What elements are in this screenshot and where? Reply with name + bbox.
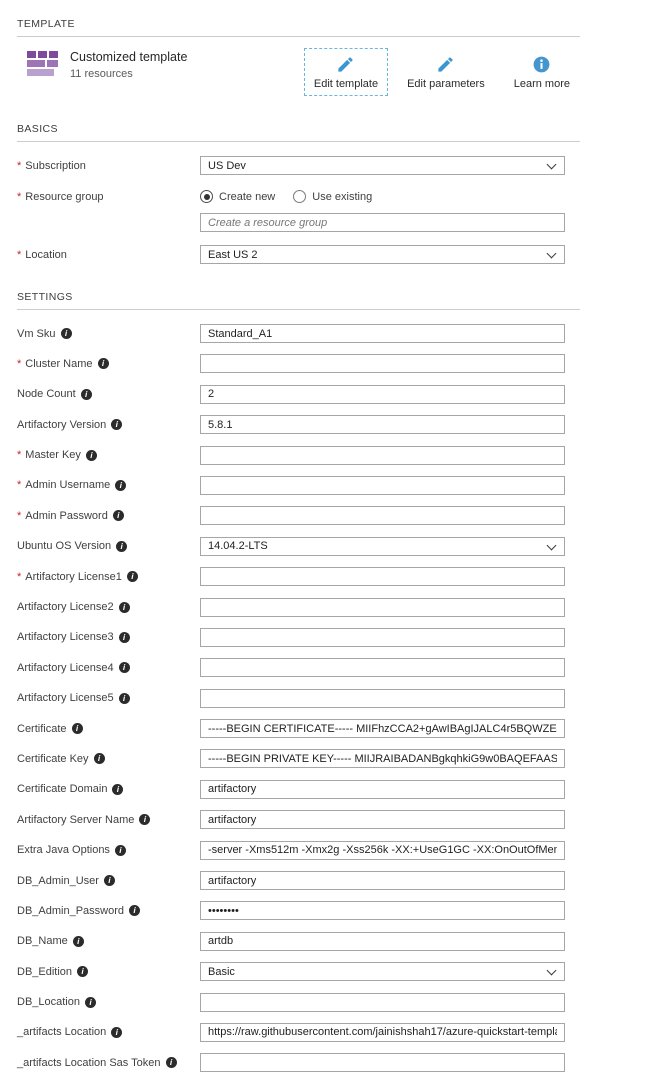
field-label-text: DB_Admin_Password	[17, 904, 124, 917]
field-text-input[interactable]	[200, 780, 565, 799]
field-select-value: 14.04.2-LTS	[208, 540, 268, 553]
settings-field-row	[17, 993, 580, 1012]
field-text-input[interactable]	[200, 1053, 565, 1072]
settings-field-row	[17, 658, 580, 677]
field-text-input[interactable]	[200, 871, 565, 890]
field-label-text: DB_Edition	[17, 965, 73, 978]
settings-field-row	[17, 932, 580, 951]
resource-group-radios	[200, 189, 565, 204]
field-label-text: _artifacts Location Sas Token	[17, 1056, 161, 1069]
field-label-text: _artifacts Location	[17, 1026, 107, 1039]
field-label-text: Admin Password	[25, 509, 108, 522]
field-text-input[interactable]	[200, 901, 565, 920]
field-label-text: Artifactory Version	[17, 418, 107, 431]
field-label	[17, 1026, 200, 1038]
edit-parameters-label: Edit parameters	[407, 78, 485, 90]
template-resource-count: 11 resources	[70, 68, 133, 80]
field-label-text: Artifactory License4	[17, 661, 114, 674]
settings-field-row	[17, 841, 580, 860]
field-text-input[interactable]	[200, 841, 565, 860]
learn-more-label: Learn more	[513, 78, 570, 90]
field-label	[17, 905, 200, 917]
required-asterisk: *	[17, 357, 22, 370]
settings-field-row	[17, 476, 580, 495]
settings-field-row	[17, 598, 580, 617]
template-card	[17, 48, 580, 96]
field-text-input[interactable]	[200, 658, 565, 677]
settings-section-header: SETTINGS	[17, 291, 73, 303]
field-label	[17, 844, 200, 856]
field-label-text: Extra Java Options	[17, 844, 110, 857]
field-label	[17, 540, 200, 552]
edit-parameters-button[interactable]	[397, 48, 495, 96]
field-label-text: Artifactory License2	[17, 601, 114, 614]
info-icon[interactable]: i	[129, 905, 140, 916]
field-text-input[interactable]	[200, 932, 565, 951]
info-icon[interactable]: i	[119, 662, 130, 673]
info-icon[interactable]: i	[94, 753, 105, 764]
required-asterisk: *	[17, 191, 22, 203]
subscription-row	[17, 156, 580, 175]
field-label	[17, 783, 200, 795]
field-label	[17, 692, 200, 704]
edit-template-button[interactable]	[304, 48, 388, 96]
field-text-input[interactable]	[200, 1023, 565, 1042]
section-divider	[17, 141, 580, 142]
field-label	[17, 631, 200, 643]
required-asterisk: *	[17, 248, 22, 261]
required-asterisk: *	[17, 570, 22, 583]
template-info	[70, 48, 187, 80]
field-text-input[interactable]	[200, 810, 565, 829]
field-label-text: Vm Sku	[17, 327, 56, 340]
required-asterisk: *	[17, 159, 22, 172]
settings-field-row	[17, 871, 580, 890]
field-label	[17, 1057, 200, 1069]
field-label-text: Ubuntu OS Version	[17, 540, 112, 553]
field-label-text: Node Count	[17, 388, 76, 401]
template-section	[17, 18, 580, 96]
info-icon[interactable]: i	[85, 997, 96, 1008]
pencil-icon	[336, 55, 355, 74]
info-icon[interactable]: i	[81, 389, 92, 400]
pencil-icon	[436, 55, 455, 74]
create-new-radio[interactable]: Create new	[200, 190, 275, 203]
field-label	[17, 875, 200, 887]
field-label-text: DB_Location	[17, 996, 80, 1009]
location-row	[17, 245, 580, 264]
info-icon[interactable]: i	[61, 328, 72, 339]
required-asterisk: *	[17, 509, 22, 522]
settings-field-row	[17, 719, 580, 738]
field-text-input[interactable]	[200, 628, 565, 647]
template-actions	[304, 48, 580, 96]
field-label	[17, 388, 200, 400]
info-icon[interactable]: i	[98, 358, 109, 369]
field-label	[17, 814, 200, 826]
field-label	[17, 662, 200, 674]
settings-field-row	[17, 1023, 580, 1042]
info-icon[interactable]: i	[113, 510, 124, 521]
template-section-header: TEMPLATE	[17, 18, 75, 30]
info-icon[interactable]: i	[115, 480, 126, 491]
field-label	[17, 328, 200, 340]
settings-field-row	[17, 446, 580, 465]
field-text-input[interactable]	[200, 749, 565, 768]
resource-group-row	[17, 188, 580, 232]
location-label: * Location	[17, 248, 67, 261]
info-icon[interactable]: i	[72, 723, 83, 734]
info-icon[interactable]: i	[86, 450, 97, 461]
settings-field-row	[17, 1053, 580, 1072]
field-select[interactable]	[200, 962, 565, 981]
settings-field-row	[17, 628, 580, 647]
field-label	[17, 935, 200, 947]
info-icon[interactable]: i	[112, 784, 123, 795]
settings-field-row	[17, 415, 580, 434]
field-label	[17, 449, 200, 461]
info-icon[interactable]: i	[119, 693, 130, 704]
template-icon	[27, 51, 58, 76]
info-icon[interactable]: i	[116, 541, 127, 552]
field-label-text: Certificate	[17, 722, 67, 735]
info-icon	[532, 55, 551, 74]
settings-field-row	[17, 354, 580, 373]
field-label	[17, 419, 200, 431]
field-text-input[interactable]	[200, 993, 565, 1012]
field-label-text: Artifactory Server Name	[17, 813, 135, 826]
radio-selected-icon	[200, 190, 213, 203]
field-label	[17, 510, 200, 522]
field-label	[17, 358, 200, 370]
field-text-input[interactable]	[200, 719, 565, 738]
field-label-text: Master Key	[25, 449, 81, 462]
basics-section	[17, 123, 580, 264]
field-select[interactable]	[200, 537, 565, 556]
info-icon[interactable]: i	[111, 419, 122, 430]
subscription-select[interactable]	[200, 156, 565, 175]
info-icon[interactable]: i	[139, 814, 150, 825]
field-text-input[interactable]	[200, 354, 565, 373]
use-existing-radio[interactable]: Use existing	[293, 190, 372, 203]
radio-unselected-icon	[293, 190, 306, 203]
settings-field-row	[17, 385, 580, 404]
info-icon[interactable]: i	[127, 571, 138, 582]
info-icon[interactable]: i	[115, 845, 126, 856]
field-label-text: Certificate Key	[17, 752, 89, 765]
settings-field-row	[17, 506, 580, 525]
settings-field-row	[17, 689, 580, 708]
learn-more-button[interactable]	[504, 48, 580, 96]
section-divider	[17, 36, 580, 37]
field-text-input[interactable]	[200, 567, 565, 586]
subscription-select-value: US Dev	[208, 159, 246, 172]
info-icon[interactable]: i	[73, 936, 84, 947]
required-asterisk: *	[17, 449, 22, 462]
edit-template-label: Edit template	[313, 78, 379, 90]
field-label-text: Certificate Domain	[17, 783, 108, 796]
settings-field-row	[17, 749, 580, 768]
field-select-value: Basic	[208, 965, 235, 978]
field-label	[17, 996, 200, 1008]
field-text-input[interactable]	[200, 324, 565, 343]
field-label-text: Cluster Name	[25, 357, 93, 370]
field-text-input[interactable]	[200, 446, 565, 465]
resource-group-name-input[interactable]	[200, 213, 565, 232]
location-select[interactable]	[200, 245, 565, 264]
field-label	[17, 601, 200, 613]
field-label-text: DB_Name	[17, 935, 68, 948]
field-label-text: Artifactory License5	[17, 692, 114, 705]
field-text-input[interactable]	[200, 506, 565, 525]
settings-field-row	[17, 324, 580, 343]
field-label-text: DB_Admin_User	[17, 874, 99, 887]
info-icon[interactable]: i	[111, 1027, 122, 1038]
field-label	[17, 966, 200, 978]
settings-field-row	[17, 901, 580, 920]
info-icon[interactable]: i	[77, 966, 88, 977]
field-label	[17, 723, 200, 735]
info-icon[interactable]: i	[119, 632, 130, 643]
section-divider	[17, 309, 580, 310]
deployment-form	[17, 0, 580, 1072]
field-text-input[interactable]	[200, 476, 565, 495]
subscription-label: * Subscription	[17, 159, 86, 172]
required-asterisk: *	[17, 479, 22, 492]
settings-field-row	[17, 567, 580, 586]
basics-section-header: BASICS	[17, 123, 58, 135]
settings-field-row	[17, 962, 580, 981]
field-label-text: Admin Username	[25, 479, 111, 492]
resource-group-label: * Resource group	[17, 191, 104, 203]
settings-field-row	[17, 537, 580, 556]
field-label	[17, 753, 200, 765]
settings-section	[17, 291, 580, 1072]
settings-fields	[17, 324, 580, 1072]
field-text-input[interactable]	[200, 415, 565, 434]
location-select-value: East US 2	[208, 248, 258, 261]
info-icon[interactable]: i	[104, 875, 115, 886]
field-text-input[interactable]	[200, 689, 565, 708]
template-title: Customized template	[70, 50, 188, 64]
field-text-input[interactable]	[200, 385, 565, 404]
field-label	[17, 571, 200, 583]
field-label-text: Artifactory License3	[17, 631, 114, 644]
field-text-input[interactable]	[200, 598, 565, 617]
field-label	[17, 479, 200, 491]
settings-field-row	[17, 810, 580, 829]
info-icon[interactable]: i	[119, 602, 130, 613]
field-label-text: Artifactory License1	[25, 570, 122, 583]
info-icon[interactable]: i	[166, 1057, 177, 1068]
settings-field-row	[17, 780, 580, 799]
